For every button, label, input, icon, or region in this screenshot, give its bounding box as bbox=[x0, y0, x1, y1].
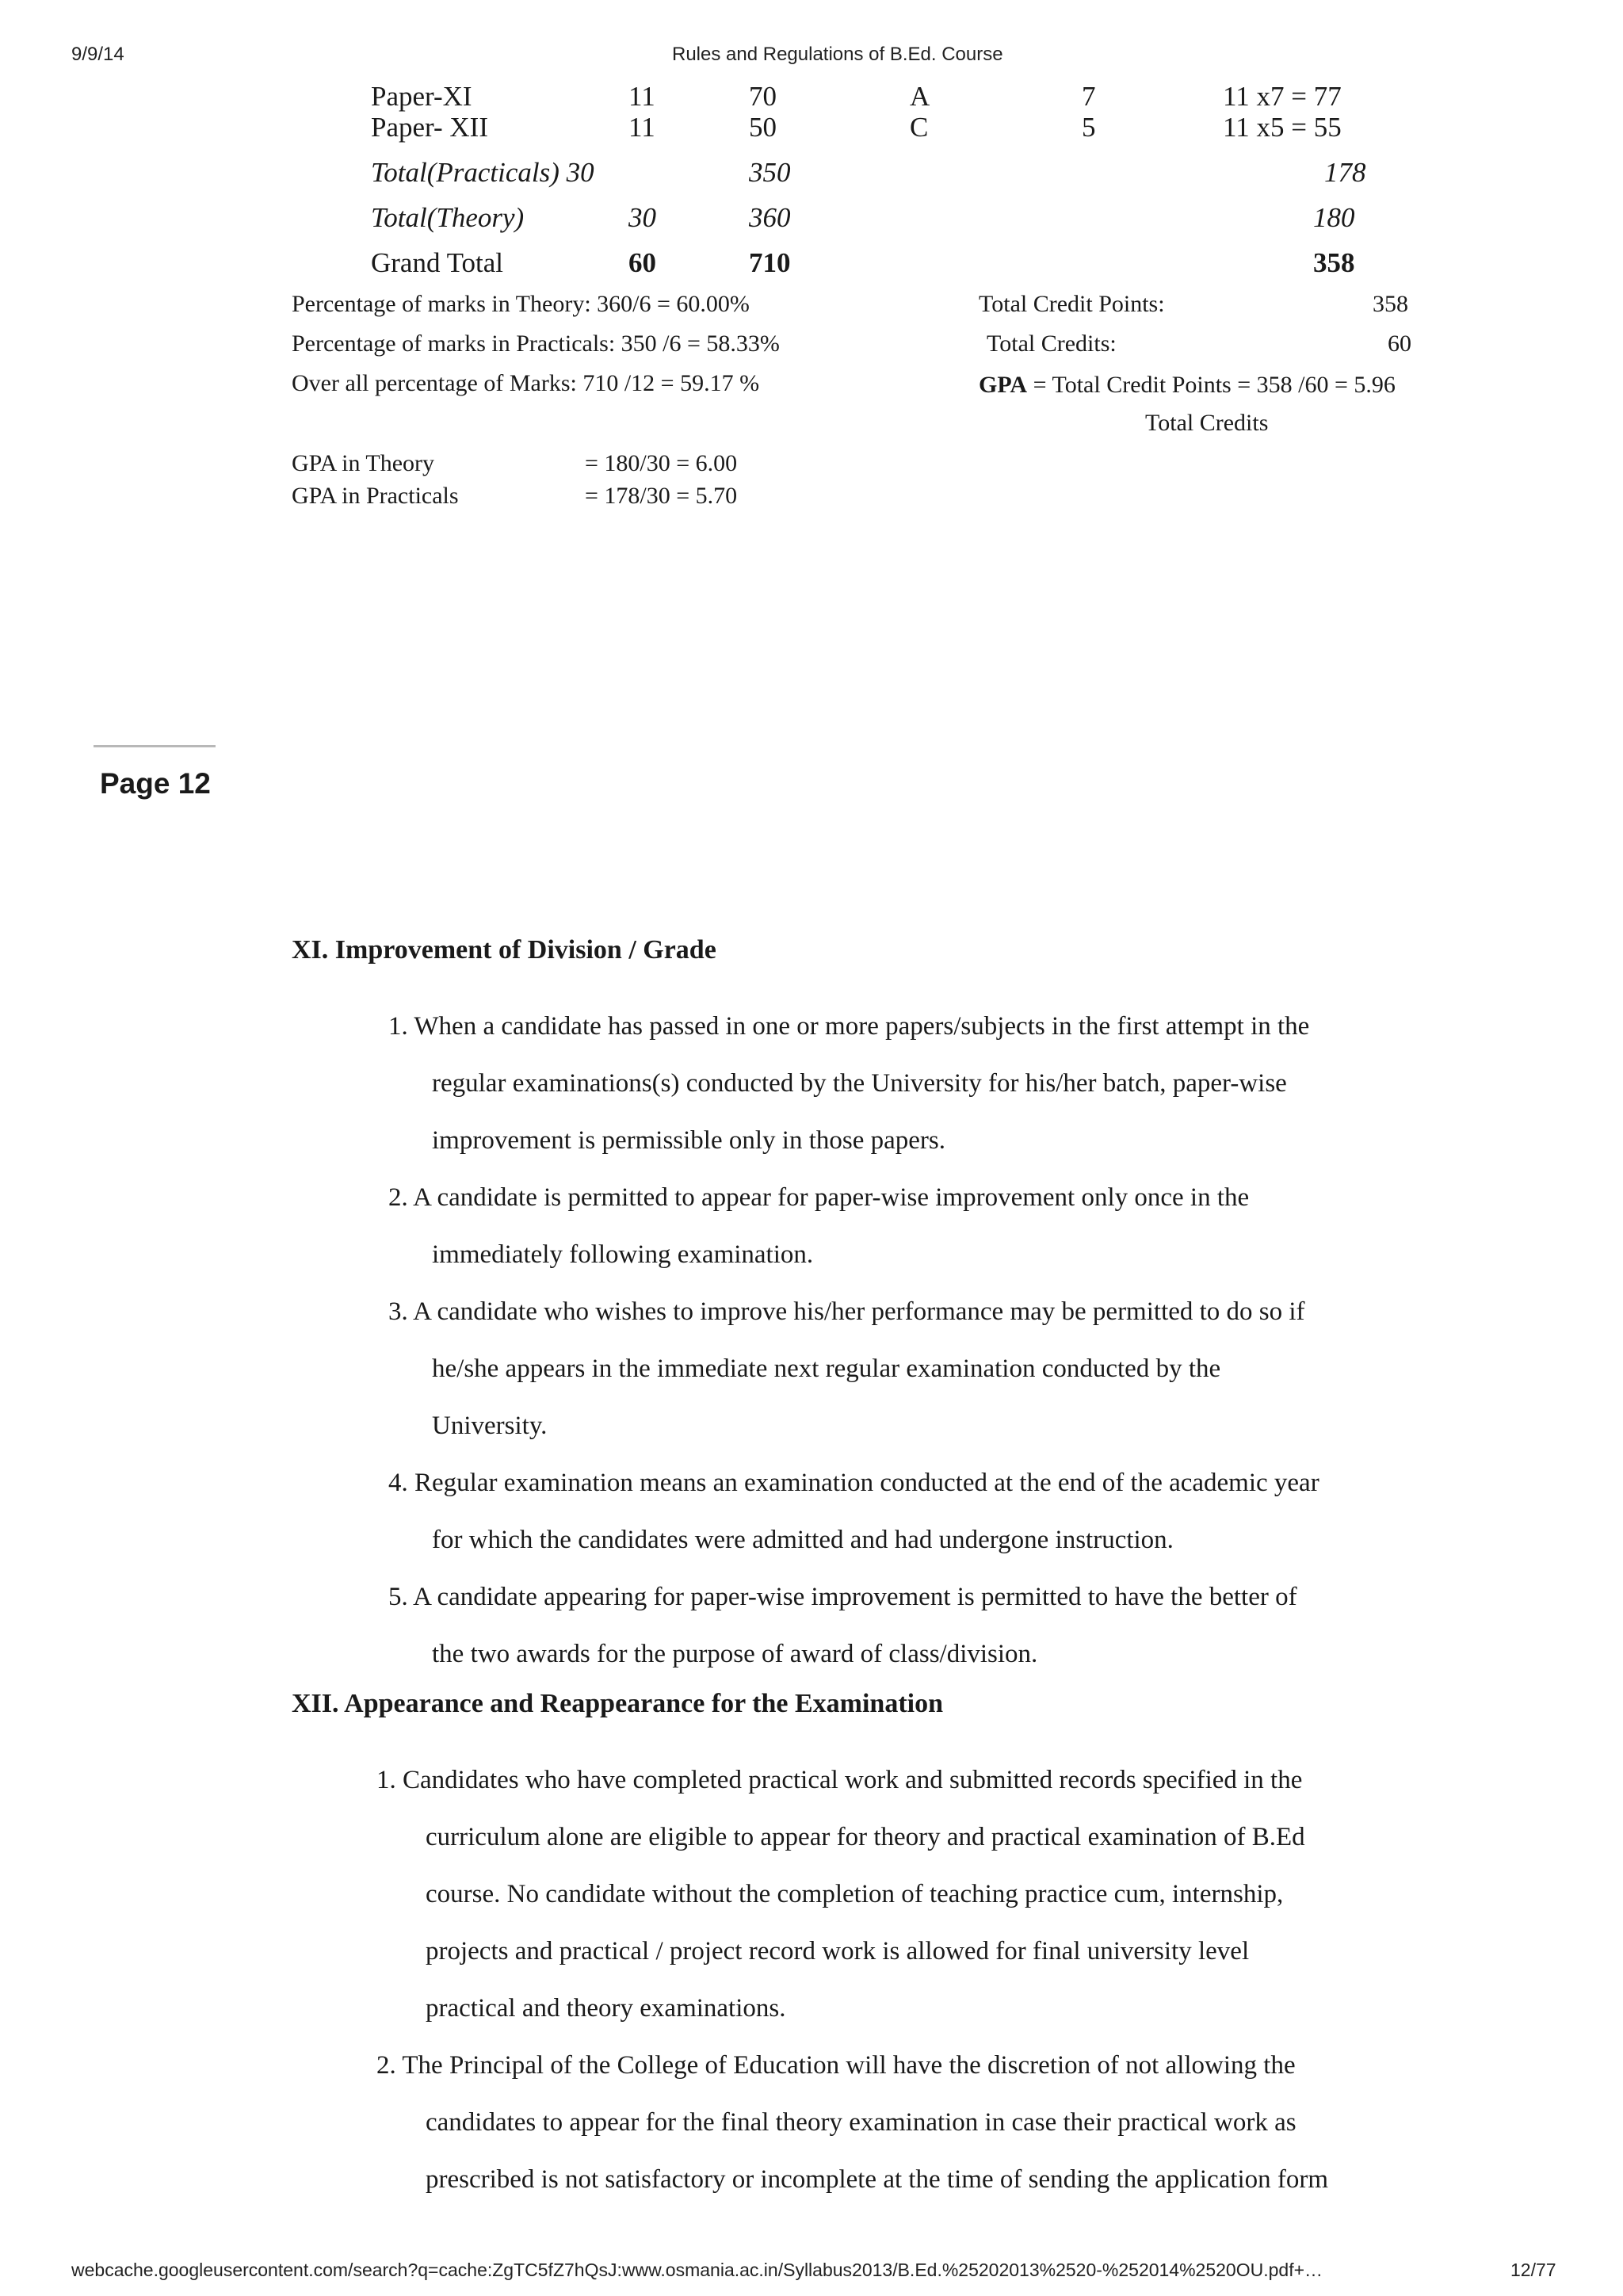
total-practicals-credit-points: 178 bbox=[1324, 157, 1366, 188]
paper-marks: 50 bbox=[749, 112, 777, 143]
list-item bbox=[388, 1454, 1319, 1568]
list-item-continuation: practical and theory examinations. bbox=[426, 1994, 786, 2023]
list-item-first-line: 4. Regular examination means an examination conducted at the end of the academic year bbox=[388, 1469, 1319, 1497]
total-theory-credits: 30 bbox=[628, 202, 656, 233]
gpa-label: GPA bbox=[979, 372, 1028, 398]
list-item-continuation: immediately following examination. bbox=[432, 1240, 814, 1269]
list-item-first-line: 2. A candidate is permitted to appear for paper-wise improvement only once in the bbox=[388, 1183, 1250, 1212]
list-item-first-line: 1. Candidates who have completed practical work and submitted records specified in the bbox=[376, 1766, 1303, 1794]
pct-overall: Over all percentage of Marks: 710 /12 = 59.17 % bbox=[292, 370, 760, 396]
total-practicals-marks: 350 bbox=[749, 157, 791, 188]
paper-credit-points: 11 x7 = 77 bbox=[1223, 81, 1342, 112]
list-item-continuation: he/she appears in the immediate next regular examination conducted by the bbox=[432, 1354, 1221, 1383]
total-theory-marks: 360 bbox=[749, 202, 791, 233]
list-item bbox=[388, 1283, 1305, 1454]
total-theory-label: Total(Theory) bbox=[371, 202, 525, 233]
gpa-line bbox=[979, 372, 1396, 399]
grand-total-marks: 710 bbox=[749, 247, 791, 278]
list-item-continuation: projects and practical / project record work is allowed for final university level bbox=[426, 1937, 1250, 1966]
total-credit-points-value: 358 bbox=[1373, 291, 1408, 317]
gpa-practicals-value: = 178/30 = 5.70 bbox=[585, 483, 738, 509]
list-item-first-line: 2. The Principal of the College of Education will have the discretion of not allowing the bbox=[376, 2051, 1296, 2080]
paper-credit-points: 11 x5 = 55 bbox=[1223, 112, 1342, 143]
list-item-continuation: the two awards for the purpose of award of class/division. bbox=[432, 1640, 1038, 1668]
page-number-label: Page 12 bbox=[100, 767, 211, 800]
list-item-continuation: for which the candidates were admitted and had undergone instruction. bbox=[432, 1526, 1174, 1554]
total-practicals-label: Total(Practicals) 30 bbox=[371, 157, 594, 188]
section-xii-heading: XII. Appearance and Reappearance for the Examination bbox=[292, 1689, 943, 1718]
total-credit-points-label: Total Credit Points: bbox=[979, 291, 1165, 317]
grand-total-credit-points: 358 bbox=[1313, 247, 1355, 278]
print-title: Rules and Regulations of B.Ed. Course bbox=[672, 44, 1003, 65]
pct-practicals: Percentage of marks in Practicals: 350 /6 = 58.33% bbox=[292, 330, 780, 357]
section-xi-heading: XI. Improvement of Division / Grade bbox=[292, 935, 716, 965]
list-item-continuation: improvement is permissible only in those papers. bbox=[432, 1126, 945, 1155]
list-item-first-line: 5. A candidate appearing for paper-wise improvement is permitted to have the better of bbox=[388, 1583, 1297, 1611]
list-item bbox=[376, 2037, 1328, 2208]
print-date: 9/9/14 bbox=[71, 44, 124, 65]
grand-total-label: Grand Total bbox=[371, 247, 504, 278]
list-item bbox=[388, 1169, 1249, 1283]
list-item-continuation: curriculum alone are eligible to appear for theory and practical examination of B.Ed bbox=[426, 1823, 1305, 1851]
list-item bbox=[388, 1568, 1297, 1683]
gpa-theory-value: = 180/30 = 6.00 bbox=[585, 450, 738, 476]
list-item-first-line: 1. When a candidate has passed in one or more papers/subjects in the first attempt in the bbox=[388, 1012, 1310, 1041]
pct-theory: Percentage of marks in Theory: 360/6 = 60.00% bbox=[292, 291, 750, 317]
gpa-formula: = Total Credit Points = 358 /60 = 5.96 bbox=[1033, 372, 1396, 398]
grand-total-credits: 60 bbox=[628, 247, 656, 278]
list-item-continuation: prescribed is not satisfactory or incomplete at the time of sending the application form bbox=[426, 2165, 1329, 2194]
paper-grade: C bbox=[910, 112, 929, 143]
gpa-theory-label: GPA in Theory bbox=[292, 450, 435, 476]
list-item bbox=[376, 1752, 1305, 2037]
list-item-first-line: 3. A candidate who wishes to improve his/her performance may be permitted to do so if bbox=[388, 1297, 1305, 1326]
paper-name: Paper-XI bbox=[371, 81, 472, 112]
print-page-count: 12/77 bbox=[1510, 2260, 1556, 2280]
paper-credits: 11 bbox=[628, 112, 655, 143]
list-item-continuation: regular examinations(s) conducted by the University for his/her batch, paper-wise bbox=[432, 1069, 1287, 1098]
page-divider bbox=[94, 745, 216, 747]
list-item-continuation: candidates to appear for the final theory examination in case their practical work as bbox=[426, 2108, 1296, 2137]
total-credits-value: 60 bbox=[1388, 330, 1411, 357]
paper-name: Paper- XII bbox=[371, 112, 488, 143]
paper-grade: A bbox=[910, 81, 930, 112]
paper-marks: 70 bbox=[749, 81, 777, 112]
list-item-continuation: University. bbox=[432, 1412, 548, 1440]
list-item-continuation: course. No candidate without the completion of teaching practice cum, internship, bbox=[426, 1880, 1284, 1908]
total-credits-label: Total Credits: bbox=[987, 330, 1117, 357]
paper-credits: 11 bbox=[628, 81, 655, 112]
total-theory-credit-points: 180 bbox=[1313, 202, 1355, 233]
source-url: webcache.googleusercontent.com/search?q=cache:ZgTC5fZ7hQsJ:www.osmania.ac.in/Syllabus2013/B.Ed.%25202013%2520-%252014%2520OU.pdf+… bbox=[71, 2260, 1323, 2280]
list-item bbox=[388, 998, 1309, 1169]
paper-grade-point: 5 bbox=[1082, 112, 1096, 143]
gpa-denominator: Total Credits bbox=[1145, 410, 1269, 436]
gpa-practicals-label: GPA in Practicals bbox=[292, 483, 459, 509]
paper-grade-point: 7 bbox=[1082, 81, 1096, 112]
